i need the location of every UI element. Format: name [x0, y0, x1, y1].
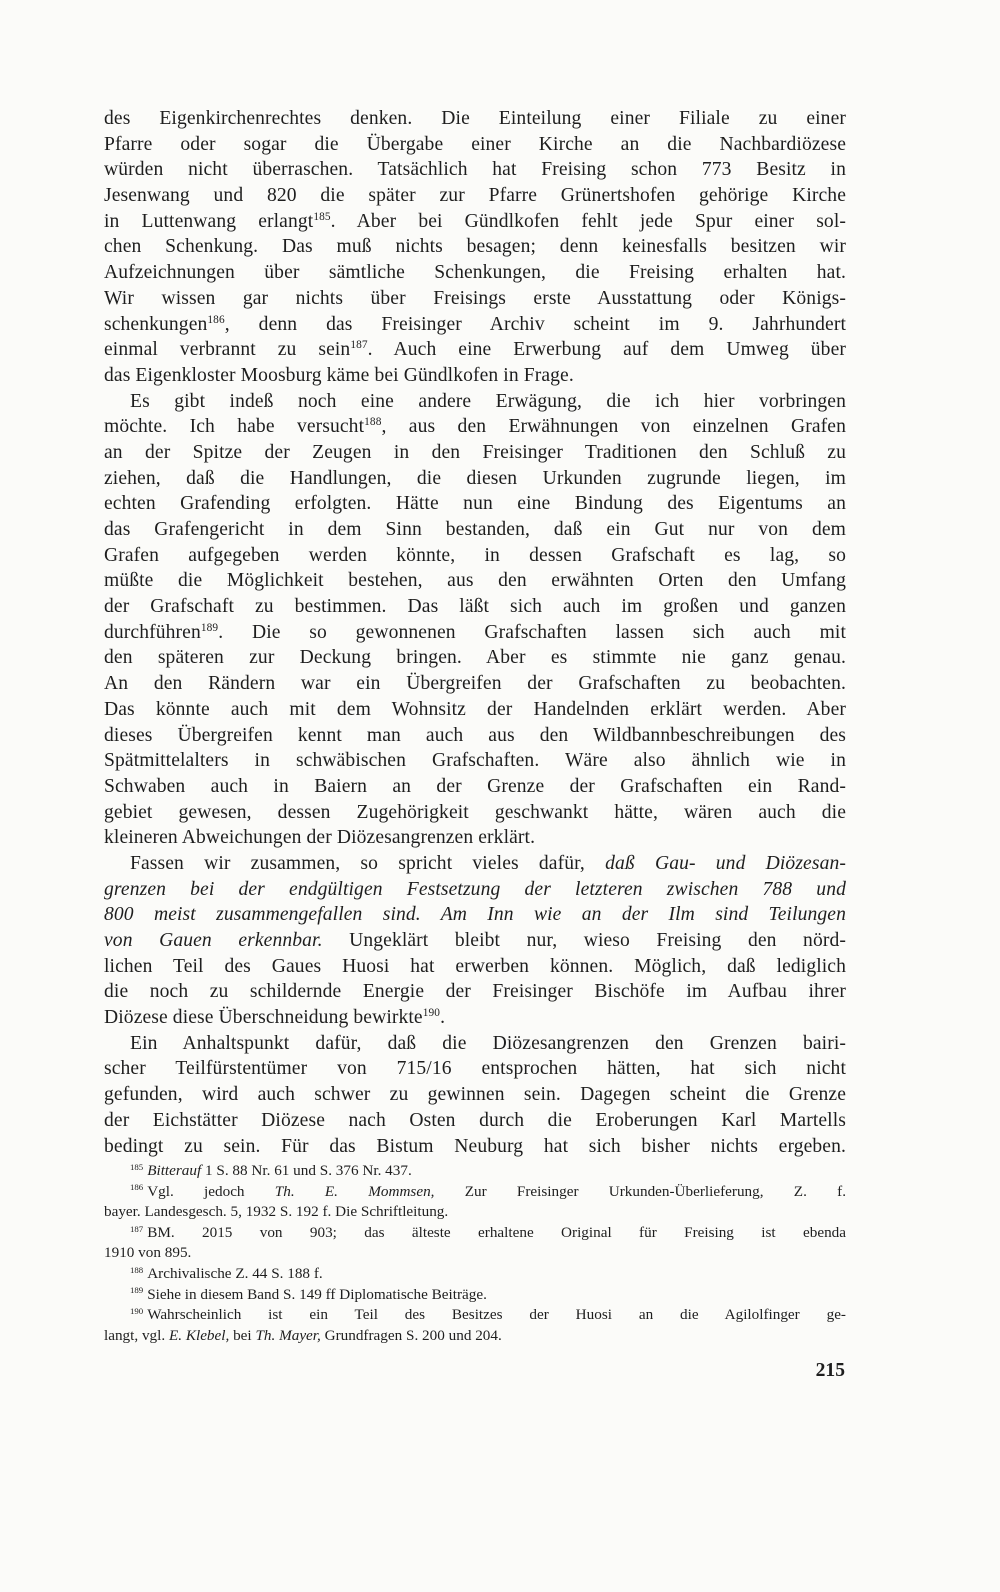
- footnote-line: $^{188}$ Archivalische Z. 44 S. 188 f.: [130, 1264, 323, 1282]
- text-segment: . Die so gewonnenen Grafschaften lassen sich auch mit: [218, 621, 846, 643]
- text-segment: den späteren zur Deckung bringen. Aber es stimmte nie ganz genau.: [104, 647, 846, 669]
- text-segment: Es gibt indeß noch eine andere Erwägung, die ich hier vorbringen: [130, 390, 846, 412]
- text-segment: lichen Teil des Gaues Huosi hat erwerben können. Möglich, daß lediglich: [104, 955, 846, 977]
- text-segment: gebiet gewesen, dessen Zugehörigkeit geschwankt hätte, wären auch die: [104, 801, 846, 823]
- text-segment: bayer. Landesgesch. 5, 1932 S. 192 f. Die Schriftleitung.: [104, 1203, 449, 1221]
- body-line: [104, 645, 846, 671]
- text-segment: Pfarre oder sogar die Übergabe einer Kirche an die Nachbardiözese: [104, 133, 846, 155]
- body-line: [104, 620, 846, 646]
- body-line: [104, 209, 846, 235]
- body-line: [104, 723, 846, 749]
- text-segment: Vgl. jedoch: [147, 1182, 275, 1200]
- text-segment: , denn das Freisinger Archiv scheint im 9. Jahrhundert: [224, 313, 846, 335]
- italic-text: E. Klebel,: [168, 1326, 230, 1344]
- body-line: [104, 671, 846, 697]
- body-line: [104, 594, 846, 620]
- text-segment: .: [440, 1007, 446, 1029]
- text-segment: . Auch eine Erwerbung auf dem Umweg über: [367, 339, 846, 361]
- italic-text: daß Gau- und Diözesan-: [605, 852, 846, 874]
- body-line: [104, 260, 846, 286]
- footnote-reference: 190: [422, 1007, 441, 1020]
- body-line: [104, 1108, 846, 1134]
- body-line: [104, 157, 846, 183]
- text-segment: 1 S. 88 Nr. 61 und S. 376 Nr. 437.: [201, 1162, 412, 1179]
- text-segment: kleineren Abweichungen der Diözesangrenzen erklärt.: [104, 827, 536, 849]
- text-segment: Wir wissen gar nichts über Freisings erste Ausstattung oder Königs-: [104, 287, 846, 309]
- text-segment: echten Grafending erfolgten. Hätte nun eine Bindung des Eigentums an: [104, 493, 846, 515]
- footnotes: [104, 1161, 846, 1346]
- body-line: [104, 1005, 846, 1031]
- text-segment: einmal verbrannt zu sein: [104, 339, 351, 361]
- text-segment: Ungeklärt bleibt nur, wieso Freising den nörd-: [322, 930, 846, 951]
- body-line: [104, 106, 846, 132]
- text-segment: der Grafschaft zu bestimmen. Das läßt sich auch im großen und ganzen: [104, 596, 846, 618]
- text-segment: die noch zu schildernde Energie der Freisinger Bischöfe im Aufbau ihrer: [104, 981, 846, 1003]
- text-segment: scher Teilfürstentümer von 715/16 entsprochen hätten, hat sich nicht: [104, 1058, 846, 1080]
- body-line: [104, 800, 846, 826]
- italic-text: grenzen bei der endgültigen Festsetzung der letzteren zwischen 788 und: [104, 878, 846, 900]
- page-number: 215: [815, 1360, 845, 1381]
- main-text: [104, 106, 846, 1159]
- body-line: [104, 363, 846, 389]
- body-line: [104, 1082, 846, 1108]
- body-line: [104, 132, 846, 158]
- text-segment: Wahrscheinlich ist ein Teil des Besitzes der Huosi an die Agilolfinger ge-: [147, 1306, 846, 1324]
- body-line: [104, 877, 846, 903]
- footnote-line: $^{189}$ Siehe in diesem Band S. 149 ff Diplomatische Beiträge.: [130, 1285, 487, 1303]
- italic-text: Bitterauf: [147, 1162, 202, 1179]
- text-segment: bei: [229, 1326, 256, 1344]
- body-line: [104, 954, 846, 980]
- text-segment: in Luttenwang erlangt: [104, 210, 314, 232]
- body-line: [104, 440, 846, 466]
- text-segment: ziehen, daß die Handlungen, die diesen Urkunden zugrunde liegen, im: [104, 467, 846, 489]
- body-line: [104, 774, 846, 800]
- footnote-line: [104, 1326, 846, 1347]
- footnote-line: $^{190}$ Wahrscheinlich ist ein Teil des Besitzes der Huosi an die Agilolfinger ge-: [130, 1305, 846, 1324]
- text-segment: gefunden, wird auch schwer zu gewinnen sein. Dagegen scheint die Grenze: [104, 1084, 846, 1106]
- text-segment: würden nicht überraschen. Tatsächlich hat Freising schon 773 Besitz in: [104, 159, 846, 181]
- text-segment: schenkungen: [104, 313, 208, 335]
- text-segment: durchführen: [104, 621, 201, 643]
- body-line: [104, 1056, 846, 1082]
- text-segment: Ein Anhaltspunkt dafür, daß die Diözesangrenzen den Grenzen bairi-: [130, 1032, 846, 1054]
- body-line: [104, 748, 846, 774]
- text-segment: Fassen wir zusammen, so spricht vieles dafür,: [130, 852, 606, 874]
- footnote-reference: 186: [207, 313, 225, 326]
- body-line: [104, 1031, 846, 1057]
- body-line: [104, 543, 846, 569]
- text-segment: An den Rändern war ein Übergreifen der Grafschaften zu beobachten.: [104, 673, 846, 695]
- body-line: [104, 979, 846, 1005]
- text-segment: chen Schenkung. Das muß nichts besagen; denn keinesfalls besitzen wir: [104, 236, 846, 258]
- text-segment: 1910 von 895.: [104, 1244, 192, 1262]
- text-segment: Zur Freisinger Urkunden-Überlieferung, Z. f.: [434, 1182, 846, 1200]
- footnote-line: [104, 1243, 846, 1264]
- body-line: [104, 697, 846, 723]
- footnote-line: $^{185}$ Bitterauf 1 S. 88 Nr. 61 und S. 376 Nr. 437.: [130, 1161, 412, 1179]
- body-line: [104, 337, 846, 363]
- body-line: [104, 466, 846, 492]
- italic-text: Th. Mayer,: [255, 1326, 321, 1344]
- text-segment: bedingt zu sein. Für das Bistum Neuburg hat sich bisher nichts ergeben.: [104, 1135, 846, 1157]
- text-segment: müßte die Möglichkeit bestehen, aus den erwähnten Orten den Umfang: [104, 570, 846, 592]
- footnote-line: $^{186}$ Vgl. jedoch Th. E. Mommsen, Zur Freisinger Urkunden-Überlieferung, Z. f.: [130, 1182, 846, 1200]
- text-segment: Grundfragen S. 200 und 204.: [320, 1326, 502, 1344]
- body-line: [104, 491, 846, 517]
- body-line: [104, 851, 846, 877]
- body-line: [104, 928, 846, 954]
- text-segment: , aus den Erwähnungen von einzelnen Grafen: [381, 416, 847, 438]
- text-segment: Archivalische Z. 44 S. 188 f.: [147, 1264, 323, 1282]
- body-line: [104, 568, 846, 594]
- text-segment: des Eigenkirchenrechtes denken. Die Einteilung einer Filiale zu einer: [104, 108, 846, 129]
- body-line: [104, 414, 846, 440]
- italic-text: 800 meist zusammengefallen sind. Am Inn wie an der Ilm sind Teilungen: [104, 904, 846, 926]
- text-segment: langt, vgl.: [104, 1326, 169, 1344]
- body-line: [104, 389, 846, 415]
- body-line: [104, 234, 846, 260]
- text-segment: Aufzeichnungen über sämtliche Schenkungen, die Freising erhalten hat.: [104, 262, 846, 284]
- body-line: [104, 902, 846, 928]
- text-segment: Siehe in diesem Band S. 149 ff Diplomatische Beiträge.: [147, 1285, 487, 1303]
- text-segment: . Aber bei Gündlkofen fehlt jede Spur einer sol-: [330, 210, 846, 232]
- italic-text: von Gauen erkennbar.: [104, 930, 323, 951]
- text-segment: Schwaben auch in Baiern an der Grenze der Grafschaften ein Rand-: [104, 775, 846, 797]
- text-segment: das Grafengericht in dem Sinn bestanden, daß ein Gut nur von dem: [104, 519, 846, 540]
- text-segment: BM. 2015 von 903; das älteste erhaltene Original für Freising ist ebenda: [147, 1223, 846, 1241]
- footnote-reference: 187: [350, 339, 368, 352]
- text-segment: Jesenwang und 820 die später zur Pfarre Grünertshofen gehörige Kirche: [104, 185, 846, 207]
- text-segment: Grafen aufgegeben werden könnte, in dessen Grafschaft es lag, so: [104, 544, 846, 566]
- footnote-reference: 185: [313, 210, 331, 223]
- body-line: [104, 286, 846, 312]
- text-segment: möchte. Ich habe versucht: [104, 416, 365, 438]
- italic-text: Th. E. Mommsen,: [274, 1182, 435, 1200]
- footnote-line: $^{187}$ BM. 2015 von 903; das älteste erhaltene Original für Freising ist ebenda: [130, 1223, 846, 1241]
- body-line: [104, 1134, 846, 1160]
- body-line: [104, 517, 846, 543]
- footnote-reference: 189: [200, 621, 219, 634]
- text-segment: das Eigenkloster Moosburg käme bei Gündlkofen in Frage.: [104, 364, 574, 386]
- text-segment: Spätmittelalters in schwäbischen Grafschaften. Wäre also ähnlich wie in: [104, 750, 846, 772]
- body-line: [104, 183, 846, 209]
- body-line: [104, 825, 846, 851]
- text-segment: Diözese diese Überschneidung bewirkte: [104, 1007, 423, 1029]
- footnote-line: [104, 1202, 846, 1223]
- text-segment: dieses Übergreifen kennt man auch aus den Wildbannbeschreibungen des: [104, 724, 846, 746]
- body-line: [104, 312, 846, 338]
- text-segment: der Eichstätter Diözese nach Osten durch die Eroberungen Karl Martells: [104, 1109, 846, 1131]
- footnote-reference: 188: [364, 416, 382, 429]
- text-segment: an der Spitze der Zeugen in den Freisinger Traditionen den Schluß zu: [104, 441, 846, 463]
- text-segment: Das könnte auch mit dem Wohnsitz der Handelnden erklärt werden. Aber: [104, 698, 846, 720]
